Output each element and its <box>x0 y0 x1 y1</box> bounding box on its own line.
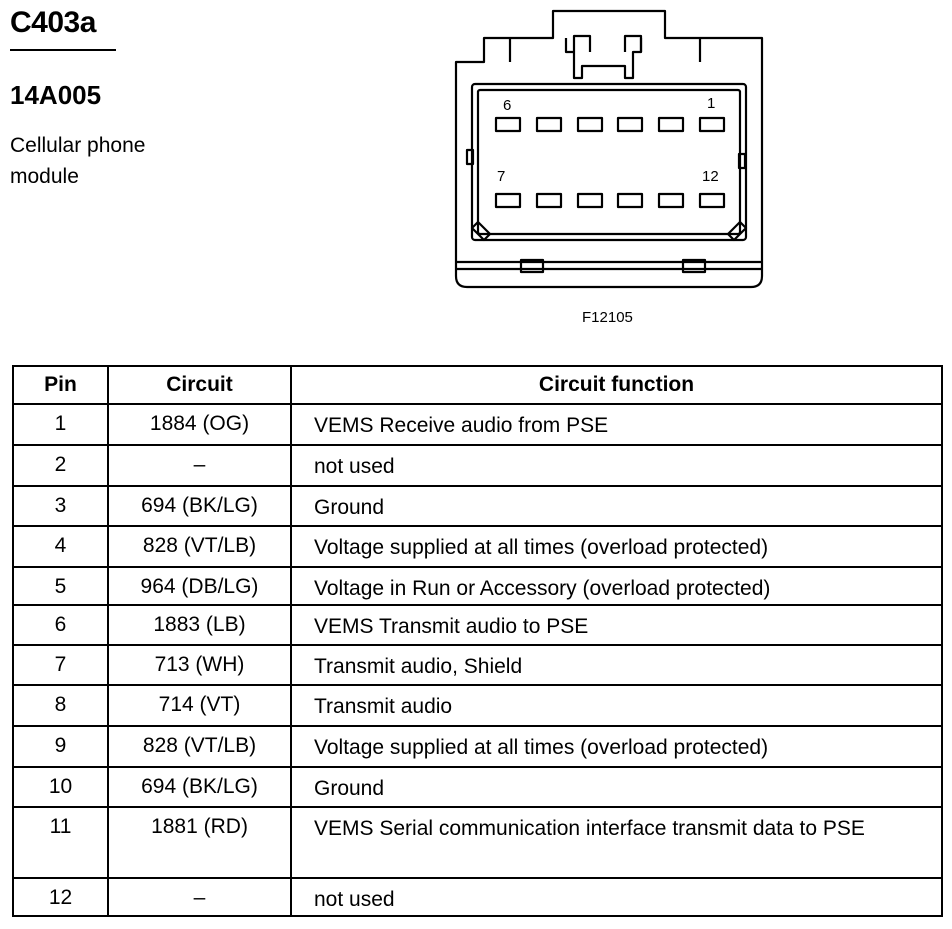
table-row <box>13 567 942 605</box>
function-cell: not used <box>291 445 942 486</box>
table-row <box>13 767 942 807</box>
pin-cell: 1 <box>13 404 108 445</box>
table-row <box>13 807 942 878</box>
pin-cell: 2 <box>13 445 108 486</box>
function-cell: not used <box>291 878 942 916</box>
table-row <box>13 605 942 645</box>
pin-cell: 4 <box>13 526 108 567</box>
column-header-function: Circuit function <box>291 366 942 404</box>
table-row <box>13 726 942 767</box>
pin-cell: 9 <box>13 726 108 767</box>
terminal-cavity <box>578 118 602 131</box>
function-cell: VEMS Transmit audio to PSE <box>291 605 942 645</box>
connector-housing <box>456 11 762 287</box>
pinout-table <box>12 365 943 917</box>
pin-label-7: 7 <box>497 168 506 185</box>
table-row <box>13 645 942 685</box>
function-cell: Voltage supplied at all times (overload protected) <box>291 726 942 767</box>
circuit-cell: 694 (BK/LG) <box>108 486 291 526</box>
circuit-cell: 964 (DB/LG) <box>108 567 291 605</box>
pin-label-1: 1 <box>707 95 716 112</box>
function-cell: VEMS Serial communication interface transmit data to PSE <box>291 807 942 878</box>
pin-label-12: 12 <box>702 168 719 185</box>
connector-latch <box>566 38 641 78</box>
terminal-cavity <box>496 118 520 131</box>
circuit-cell: 828 (VT/LB) <box>108 526 291 567</box>
function-cell: VEMS Receive audio from PSE <box>291 404 942 445</box>
pin-cell: 8 <box>13 685 108 726</box>
title-underline <box>10 49 116 51</box>
table-row <box>13 526 942 567</box>
circuit-cell: 713 (WH) <box>108 645 291 685</box>
function-cell: Transmit audio, Shield <box>291 645 942 685</box>
terminal-cavity <box>659 118 683 131</box>
table-row <box>13 486 942 526</box>
function-cell: Voltage in Run or Accessory (overload protected) <box>291 567 942 605</box>
circuit-cell: – <box>108 445 291 486</box>
circuit-cell: 714 (VT) <box>108 685 291 726</box>
connector-cavity <box>472 84 746 240</box>
connector-id: C403a <box>10 6 96 39</box>
function-cell: Voltage supplied at all times (overload protected) <box>291 526 942 567</box>
terminal-cavity <box>700 194 724 207</box>
pin-cell: 7 <box>13 645 108 685</box>
pin-cell: 6 <box>13 605 108 645</box>
terminal-cavity <box>700 118 724 131</box>
pin-cell: 5 <box>13 567 108 605</box>
table-row <box>13 878 942 916</box>
terminal-cavity <box>537 118 561 131</box>
terminal-cavity <box>618 194 642 207</box>
table-row <box>13 404 942 445</box>
column-header-circuit: Circuit <box>108 366 291 404</box>
pin-cell: 11 <box>13 807 108 878</box>
circuit-cell: – <box>108 878 291 916</box>
circuit-cell: 1881 (RD) <box>108 807 291 878</box>
connector-face-diagram <box>440 0 770 300</box>
table-row <box>13 445 942 486</box>
terminal-cavity <box>578 194 602 207</box>
figure-code: F12105 <box>582 309 633 326</box>
terminal-cavity <box>618 118 642 131</box>
pin-cell: 3 <box>13 486 108 526</box>
column-header-pin: Pin <box>13 366 108 404</box>
part-number: 14A005 <box>10 80 102 110</box>
terminal-cavity <box>496 194 520 207</box>
pin-cell: 12 <box>13 878 108 916</box>
table-row <box>13 685 942 726</box>
circuit-cell: 828 (VT/LB) <box>108 726 291 767</box>
function-cell: Ground <box>291 486 942 526</box>
terminal-cavity <box>537 194 561 207</box>
pin-cell: 10 <box>13 767 108 807</box>
pin-label-6: 6 <box>503 97 512 114</box>
function-cell: Transmit audio <box>291 685 942 726</box>
circuit-cell: 1883 (LB) <box>108 605 291 645</box>
circuit-cell: 694 (BK/LG) <box>108 767 291 807</box>
terminal-cavity <box>659 194 683 207</box>
circuit-cell: 1884 (OG) <box>108 404 291 445</box>
table-header-row <box>13 366 942 404</box>
module-name: Cellular phone module <box>10 134 146 188</box>
function-cell: Ground <box>291 767 942 807</box>
